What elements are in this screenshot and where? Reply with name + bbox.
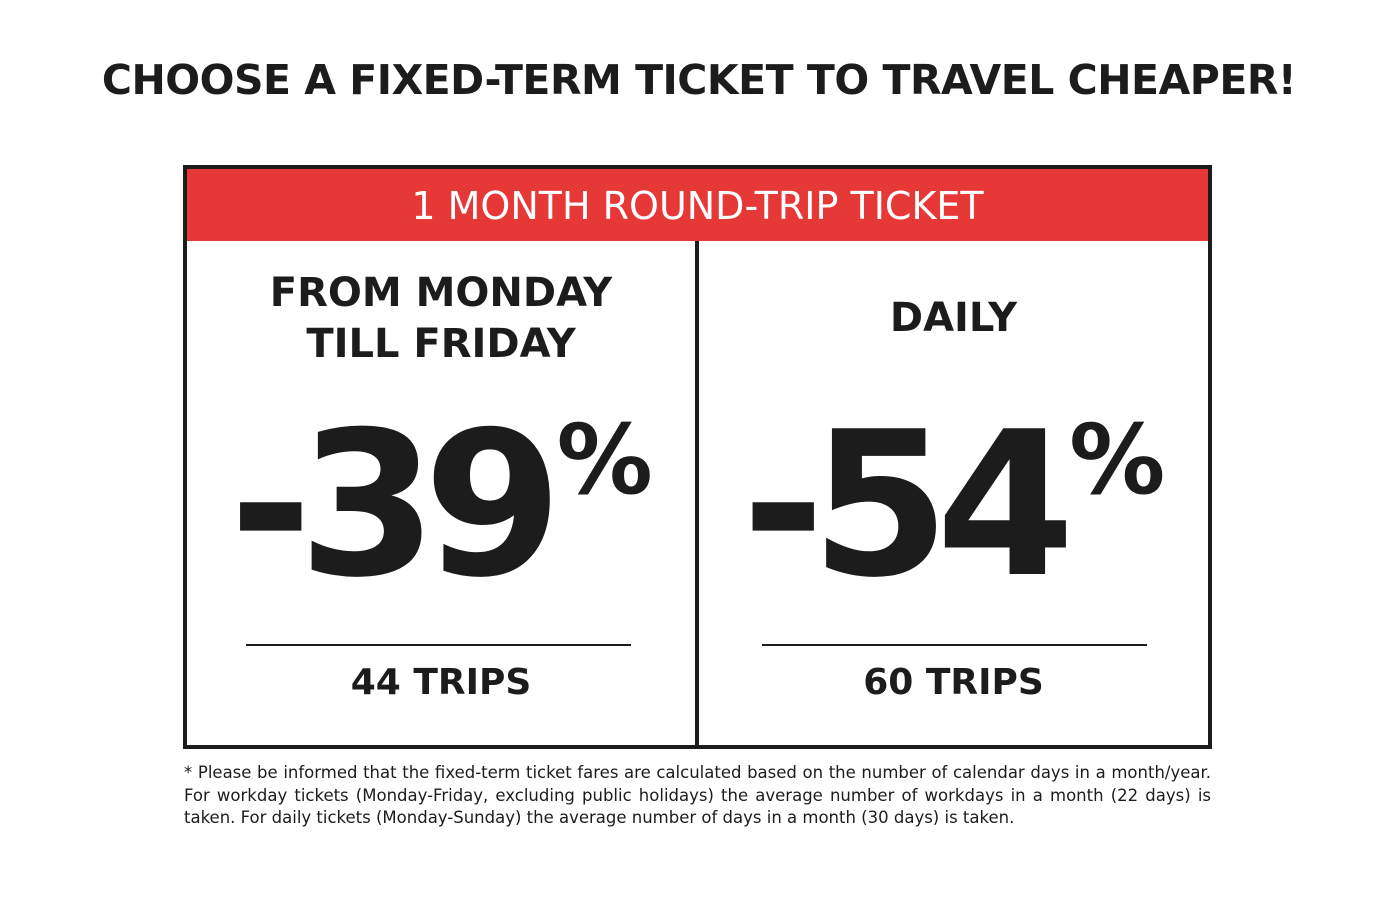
option-title-line: TILL FRIDAY (306, 321, 576, 367)
ticket-title: 1 MONTH ROUND-TRIP TICKET (187, 169, 1208, 241)
divider-line (246, 644, 631, 646)
option-title-line: DAILY (889, 295, 1018, 341)
option-weekdays (187, 241, 695, 745)
option-title (187, 268, 695, 370)
percent-sign: % (1069, 404, 1166, 516)
footnote: * Please be informed that the fixed-term ticket fares are calculated based on the number of calendar days in a month/year. For workday tickets (Monday-Friday, excluding public holidays) the average number of workdays in a month (22 days) is taken. For daily tickets (Monday-Sunday) the average number of days in a month (30 days) is taken. (184, 763, 1211, 827)
discount-value: -39 (229, 389, 549, 622)
page-headline: CHOOSE A FIXED-TERM TICKET TO TRAVEL CHEAPER! (101, 56, 1297, 104)
discount-figure (187, 389, 695, 622)
discount-figure (699, 389, 1208, 622)
trips-count: 44 TRIPS (350, 662, 532, 703)
option-title-line: FROM MONDAY (269, 270, 613, 316)
option-title (699, 293, 1208, 344)
divider-line (762, 644, 1147, 646)
percent-sign: % (556, 404, 653, 516)
trips-count: 60 TRIPS (863, 662, 1044, 703)
discount-value: -54 (741, 389, 1062, 622)
option-daily (699, 241, 1208, 745)
ticket-card (183, 165, 1212, 749)
